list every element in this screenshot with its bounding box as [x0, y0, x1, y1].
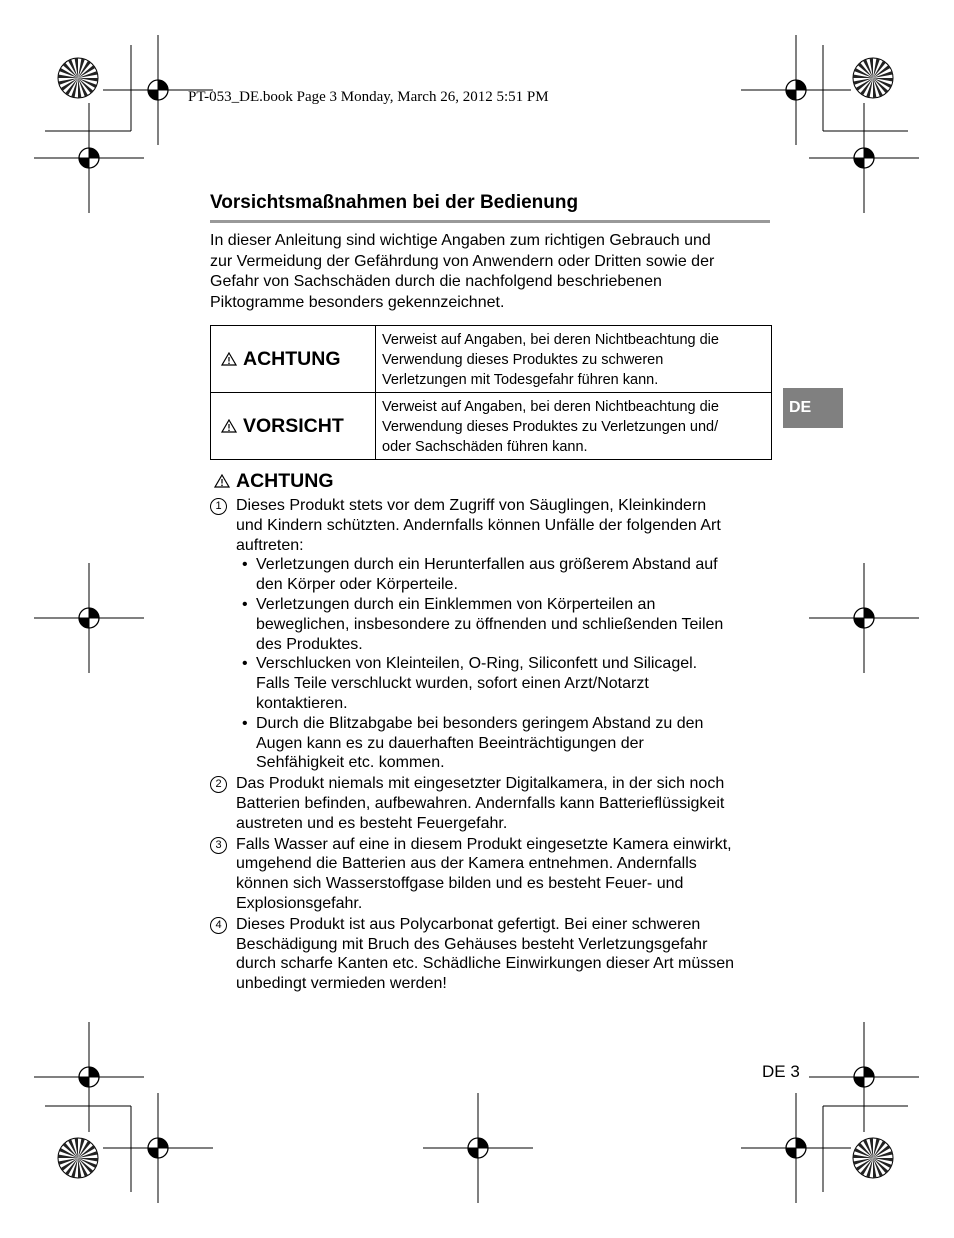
- registration-starburst: [853, 58, 893, 98]
- warning-triangle-icon: [221, 352, 237, 366]
- bullet-item: [236, 654, 780, 713]
- intro-line: In dieser Anleitung sind wichtige Angaben zum richtigen Gebrauch und: [210, 232, 711, 249]
- warning-triangle-icon: [221, 419, 237, 433]
- item-line: Dieses Produkt stets vor dem Zugriff von Säuglingen, Kleinkindern: [236, 497, 707, 514]
- intro-line: zur Vermeidung der Gefährdung von Anwendern oder Dritten sowie der: [210, 252, 715, 270]
- registration-crosshair: [34, 103, 144, 213]
- item-line: Explosionsgefahr.: [236, 894, 363, 912]
- item-line: auftreten:: [236, 536, 304, 554]
- circled-number: 4: [210, 917, 227, 934]
- bullet-line: den Körper oder Körperteile.: [256, 576, 458, 594]
- vorsicht-label-cell: [211, 393, 376, 460]
- registration-crosshair: [423, 1093, 533, 1203]
- registration-crosshair: [809, 103, 919, 213]
- warning-symbols-table: [210, 325, 772, 460]
- registration-starburst: [853, 1138, 893, 1178]
- registration-crosshair: [103, 1093, 213, 1203]
- registration-crosshair: [741, 35, 851, 145]
- bullet-dot: •: [242, 655, 248, 673]
- description-line: Verletzungen mit Todesgefahr führen kann.: [382, 371, 659, 388]
- achtung-label-cell: [211, 326, 376, 393]
- item-line: und Kindern schützten. Andernfalls können Unfälle der folgenden Art: [236, 516, 721, 534]
- intro-paragraph: [210, 231, 775, 313]
- bullet-item: [236, 714, 780, 773]
- language-tab: DE: [783, 388, 843, 428]
- circled-number: 1: [210, 498, 227, 515]
- list-item: [210, 835, 780, 914]
- description-line: Verwendung dieses Produktes zu Verletzungen und/: [382, 418, 719, 435]
- registration-crosshair: [34, 1022, 144, 1132]
- registration-starburst: [58, 1138, 98, 1178]
- bullet-line: Verschlucken von Kleinteilen, O-Ring, Siliconfett und Silicagel.: [256, 655, 698, 673]
- bullet-line: Augen kann es zu dauerhaften Beeinträchtigungen der: [256, 734, 644, 752]
- registration-crosshair: [809, 563, 919, 673]
- registration-crosshair: [809, 1022, 919, 1132]
- bullet-item: [236, 595, 780, 654]
- intro-line: Gefahr von Sachschäden durch die nachfolgend beschriebenen: [210, 273, 662, 290]
- list-item: [210, 774, 780, 833]
- list-item: [210, 915, 780, 994]
- description-line: oder Sachschäden führen kann.: [382, 438, 588, 455]
- circled-number: 2: [210, 776, 227, 793]
- bullet-line: beweglichen, insbesondere zu öffnenden und schließenden Teilen: [256, 615, 724, 633]
- print-header-info: PT-053_DE.book Page 3 Monday, March 26, 2012 5:51 PM: [188, 89, 549, 105]
- item-line: unbedingt vermieden werden!: [236, 975, 447, 993]
- item-line: umgehend die Batterien aus der Kamera entnehmen. Andernfalls: [236, 855, 697, 873]
- item-line: können sich Wasserstoffgase bilden und es besteht Feuer- und: [236, 875, 684, 893]
- item-line: Beschädigung mit Bruch des Gehäuses besteht Verletzungsgefahr: [236, 935, 708, 953]
- description-line: Verweist auf Angaben, bei deren Nichtbeachtung die: [382, 398, 719, 415]
- item-line: durch scharfe Kanten etc. Schädliche Einwirkungen dieser Art müssen: [236, 955, 735, 973]
- item-line: Dieses Produkt ist aus Polycarbonat gefertigt. Bei einer schweren: [236, 915, 701, 933]
- registration-starburst: [58, 58, 98, 98]
- bullet-line: Falls Teile verschluckt wurden, sofort einen Arzt/Notarzt: [256, 675, 649, 693]
- registration-crosshair: [34, 563, 144, 673]
- achtung-label: ACHTUNG: [243, 347, 341, 370]
- page-title: Vorsichtsmaßnahmen bei der Bedienung: [210, 192, 579, 213]
- table-row: [211, 393, 772, 460]
- intro-line: Piktogramme besonders gekennzeichnet.: [210, 293, 505, 311]
- bullet-line: Verletzungen durch ein Einklemmen von Körperteilen an: [256, 595, 656, 613]
- bullet-item: [236, 555, 780, 595]
- table-row: [211, 326, 772, 393]
- bullet-line: Durch die Blitzabgabe bei besonders geringem Abstand zu den: [256, 714, 704, 732]
- warning-list: [210, 496, 780, 995]
- bullet-line: Verletzungen durch ein Herunterfallen aus größerem Abstand auf: [256, 556, 718, 574]
- bullet-dot: •: [242, 714, 248, 732]
- item-line: Batterien befinden, aufbewahren. Andernfalls kann Batterieflüssigkeit: [236, 794, 725, 812]
- item-line: Das Produkt niemals mit eingesetzter Digitalkamera, in der sich noch: [236, 775, 725, 793]
- bullet-line: kontaktieren.: [256, 694, 348, 712]
- item-line: Falls Wasser auf eine in diesem Produkt eingesetzte Kamera einwirkt,: [236, 835, 732, 853]
- bullet-line: Sehfähigkeit etc. kommen.: [256, 754, 445, 772]
- title-underline: [210, 220, 770, 223]
- registration-crosshair: [741, 1093, 851, 1203]
- bullet-dot: •: [242, 556, 248, 574]
- bullet-list: [236, 555, 780, 773]
- list-item: [210, 496, 780, 773]
- bullet-line: des Produktes.: [256, 635, 363, 653]
- vorsicht-label: VORSICHT: [243, 414, 344, 437]
- achtung-description: [376, 326, 772, 393]
- bullet-dot: •: [242, 595, 248, 613]
- circled-number: 3: [210, 837, 227, 854]
- warning-triangle-icon: [214, 474, 230, 488]
- item-line: austreten und es besteht Feuergefahr.: [236, 814, 508, 832]
- section-heading: [214, 470, 334, 493]
- description-line: Verweist auf Angaben, bei deren Nichtbeachtung die: [382, 331, 719, 348]
- description-line: Verwendung dieses Produktes zu schweren: [382, 351, 664, 368]
- vorsicht-description: [376, 393, 772, 460]
- section-heading-text: ACHTUNG: [236, 470, 334, 492]
- page-number: DE 3: [762, 1062, 800, 1081]
